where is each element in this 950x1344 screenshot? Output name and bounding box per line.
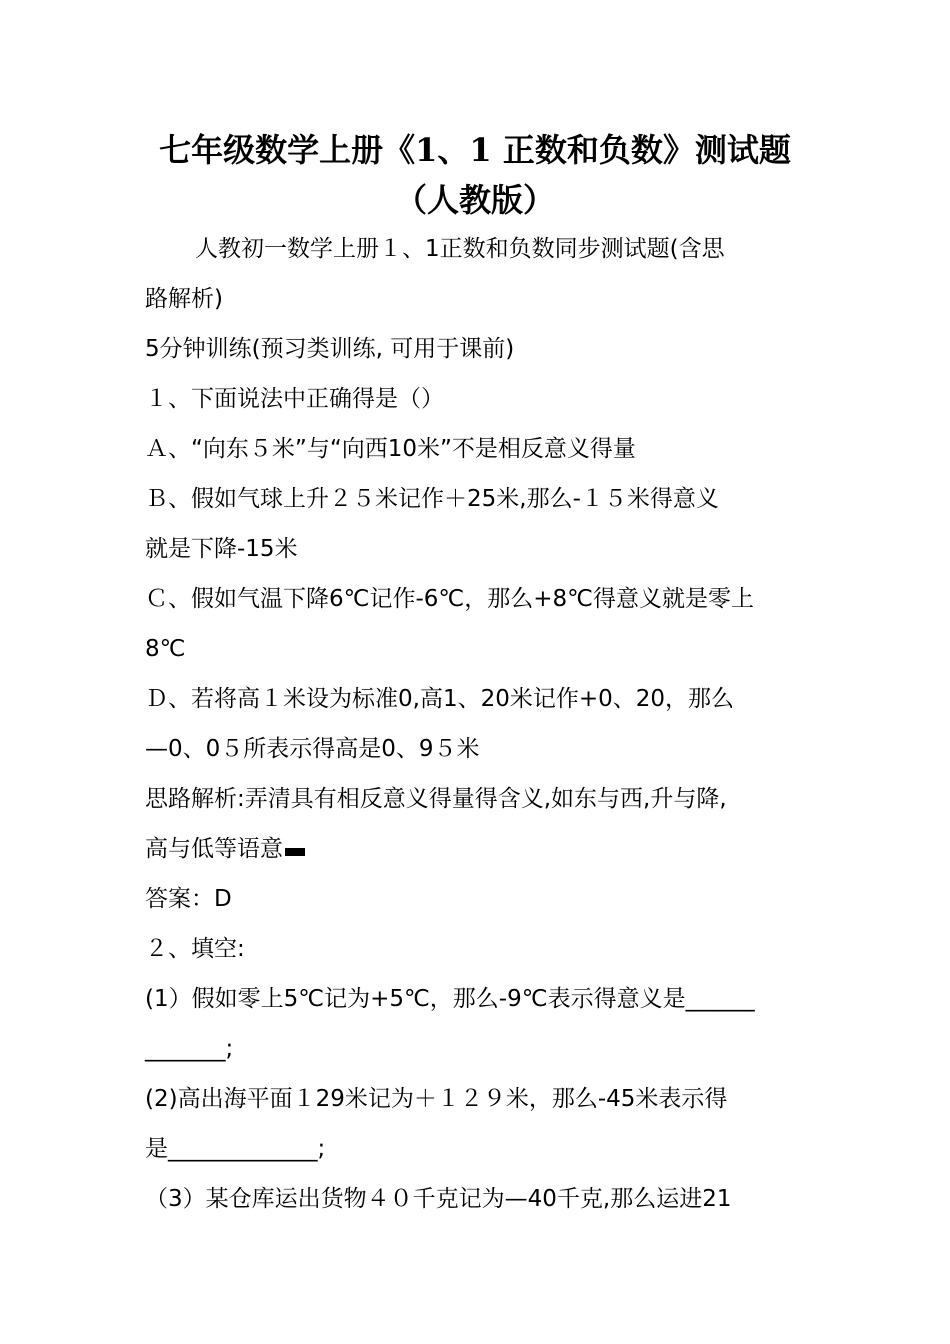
option-c-continued: 8℃: [145, 636, 186, 662]
option-b-continued: 就是下降-15米: [145, 536, 298, 562]
text-cursor-mark: [285, 848, 305, 856]
option-b: Ｂ、假如气球上升２５米记作＋25米,那么-１５米得意义: [145, 486, 719, 512]
paragraph-line: 路解析): [145, 286, 223, 312]
option-c: Ｃ、假如气温下降6℃记作-6℃，那么+8℃得意义就是零上: [145, 586, 754, 612]
answer-line: 答案：D: [145, 886, 232, 912]
paragraph-line: 人教初一数学上册１、1正数和负数同步测试题(含思: [195, 236, 725, 262]
solution-hint-text: 高与低等语意: [145, 836, 283, 862]
solution-hint: 思路解析:弄清具有相反意义得量得含义,如东与西,升与降,: [145, 786, 727, 812]
question-1-stem: １、下面说法中正确得是（）: [145, 386, 444, 412]
option-a: Ａ、“向东５米”与“向西10米”不是相反意义得量: [145, 436, 636, 462]
document-subtitle: （人教版）: [394, 181, 555, 219]
question-2-stem: ２、填空:: [145, 936, 245, 962]
fill-blank-1-continued: _______;: [145, 1036, 234, 1062]
fill-blank-3: （3）某仓库运出货物４０千克记为—40千克,那么运进21: [145, 1186, 732, 1212]
paragraph-line: 5分钟训练(预习类训练, 可用于课前): [145, 336, 515, 362]
option-d-continued: —0、0５所表示得高是0、9５米: [145, 736, 480, 762]
fill-blank-1: (1）假如零上5℃记为+5℃，那么-9℃表示得意义是______: [145, 986, 755, 1012]
document-title: 七年级数学上册《1、1 正数和负数》测试题: [159, 131, 791, 169]
option-d: Ｄ、若将高１米设为标准0,高1、20米记作+0、20，那么: [145, 686, 735, 712]
fill-blank-2-continued: 是_____________;: [145, 1136, 326, 1162]
fill-blank-2: (2)高出海平面１29米记为＋１２９米，那么-45米表示得: [145, 1086, 728, 1112]
solution-hint-continued: [145, 834, 305, 864]
